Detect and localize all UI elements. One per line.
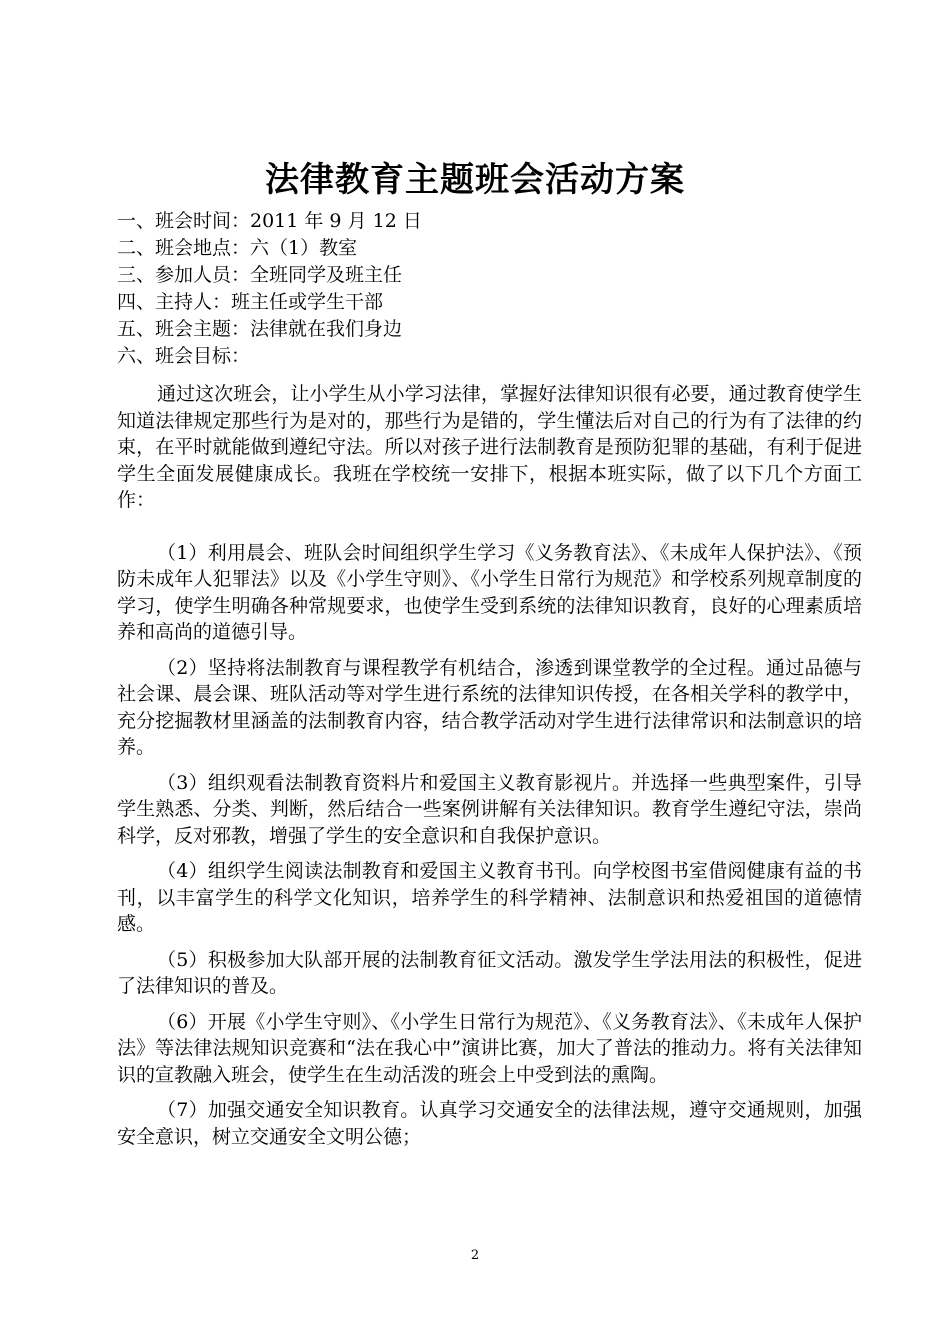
document-title: 法律教育主题班会活动方案	[265, 160, 685, 200]
item-paragraph-5: （5）积极参加大队部开展的法制教育征文活动。激发学生学法用法的积极性，促进了法律知识的普及。	[117, 948, 862, 997]
intro-paragraph: 通过这次班会，让小学生从小学习法律，掌握好法律知识很有必要，通过教育使学生知道法律规定那些行为是对的，那些行为是错的，学生懂法后对自己的行为有了法律的约束，在平时就能做到遵纪守法。所以对孩子进行法制教育是预防犯罪的基础，有利于促进学生全面发展健康成长。我班在学校统一安排下，根据本班实际，做了以下几个方面工作：	[117, 383, 862, 511]
item-paragraph-4: （4）组织学生阅读法制教育和爱国主义教育书刊。向学校图书室借阅健康有益的书刊，以丰富学生的科学文化知识，培养学生的科学精神、法制意识和热爱祖国的道德情感。	[117, 860, 862, 935]
info-line-time: 一、班会时间：2011 年 9 月 12 日	[117, 210, 422, 232]
item-paragraph-1: （1）利用晨会、班队会时间组织学生学习《义务教育法》、《未成年人保护法》、《预防未成年人犯罪法》以及《小学生守则》、《小学生日常行为规范》和学校系列规章制度的学习，使学生明确各种常规要求，也使学生受到系统的法律知识教育，良好的心理素质培养和高尚的道德引导。	[117, 541, 862, 643]
page-number: 2	[470, 1248, 480, 1263]
info-line-participants: 三、参加人员：全班同学及班主任	[117, 264, 403, 286]
meeting-info-list	[117, 208, 857, 370]
info-line-goal: 六、班会目标：	[117, 345, 251, 367]
item-paragraph-6: （6）开展《小学生守则》、《小学生日常行为规范》、《义务教育法》、《未成年人保护法》等法律法规知识竞赛和“法在我心中”演讲比赛，加大了普法的推动力。将有关法律知识的宣教融入班会，使学生在生动活泼的班会上中受到法的熏陶。	[117, 1010, 862, 1086]
item-paragraph-7: （7）加强交通安全知识教育。认真学习交通安全的法律法规，遵守交通规则，加强安全意识，树立交通安全文明公德；	[117, 1099, 862, 1148]
document-body	[117, 381, 862, 1159]
item-paragraph-3: （3）组织观看法制教育资料片和爱国主义教育影视片。并选择一些典型案件，引导学生熟悉、分类、判断，然后结合一些案例讲解有关法律知识。教育学生遵纪守法，崇尚科学，反对邪教，增强了学生的安全意识和自我保护意识。	[117, 771, 862, 847]
info-line-theme: 五、班会主题：法律就在我们身边	[117, 318, 403, 340]
info-line-location: 二、班会地点：六（1）教室	[117, 237, 358, 259]
info-line-host: 四、主持人：班主任或学生干部	[117, 291, 384, 313]
item-paragraph-2: （2）坚持将法制教育与课程教学有机结合，渗透到课堂教学的全过程。通过品德与社会课、晨会课、班队活动等对学生进行系统的法律知识传授，在各相关学科的教学中，充分挖掘教材里涵盖的法制教育内容，结合教学活动对学生进行法律常识和法制意识的培养。	[117, 656, 862, 758]
